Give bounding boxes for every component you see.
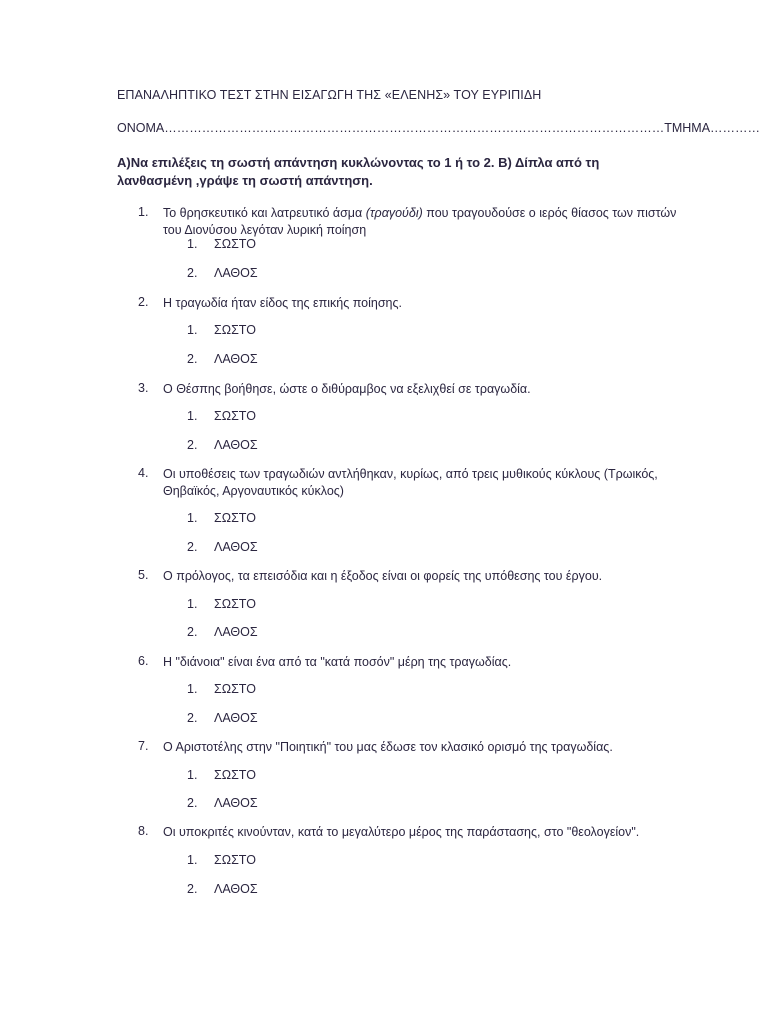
option-label: ΛΑΘΟΣ bbox=[214, 796, 258, 810]
question-text-part: που τραγουδούσε ο ιερός θίασος των πιστών του Διονύσου λεγόταν λυρική ποίηση bbox=[163, 206, 677, 237]
option-number: 2. bbox=[187, 882, 198, 896]
question-number: 7. bbox=[138, 739, 149, 753]
question-text bbox=[163, 205, 683, 239]
option-number: 1. bbox=[187, 237, 198, 251]
question-number: 8. bbox=[138, 824, 149, 838]
option-correct[interactable] bbox=[0, 237, 768, 253]
option-number: 1. bbox=[187, 511, 198, 525]
option-label: ΛΑΘΟΣ bbox=[214, 352, 258, 366]
option-number: 2. bbox=[187, 540, 198, 554]
question-number: 5. bbox=[138, 568, 149, 582]
option-wrong[interactable] bbox=[0, 438, 768, 454]
option-correct[interactable] bbox=[0, 682, 768, 698]
option-correct[interactable] bbox=[0, 853, 768, 869]
option-label: ΛΑΘΟΣ bbox=[214, 540, 258, 554]
option-number: 1. bbox=[187, 323, 198, 337]
option-label: ΣΩΣΤΟ bbox=[214, 237, 256, 251]
option-label: ΛΑΘΟΣ bbox=[214, 625, 258, 639]
option-label: ΛΑΘΟΣ bbox=[214, 882, 258, 896]
question-number: 4. bbox=[138, 466, 149, 480]
option-label: ΣΩΣΤΟ bbox=[214, 511, 256, 525]
question-text: Ο Θέσπης βοήθησε, ώστε ο διθύραμβος να εξελιχθεί σε τραγωδία. bbox=[163, 382, 531, 396]
option-correct[interactable] bbox=[0, 511, 768, 527]
question-number: 1. bbox=[138, 205, 149, 219]
option-label: ΛΑΘΟΣ bbox=[214, 266, 258, 280]
option-number: 1. bbox=[187, 682, 198, 696]
option-number: 2. bbox=[187, 438, 198, 452]
option-correct[interactable] bbox=[0, 323, 768, 339]
option-wrong[interactable] bbox=[0, 625, 768, 641]
instructions: Α)Να επιλέξεις τη σωστή απάντηση κυκλώνοντας το 1 ή το 2. Β) Δίπλα από τη λανθασμένη ,γράψε τη σωστή απάντηση. bbox=[117, 155, 600, 188]
option-number: 2. bbox=[187, 266, 198, 280]
option-number: 1. bbox=[187, 853, 198, 867]
question-text: Οι υποκριτές κινούνταν, κατά το μεγαλύτερο μέρος της παράστασης, στο "θεολογείον". bbox=[163, 825, 640, 839]
option-correct[interactable] bbox=[0, 597, 768, 613]
option-number: 2. bbox=[187, 625, 198, 639]
option-label: ΣΩΣΤΟ bbox=[214, 323, 256, 337]
option-label: ΛΑΘΟΣ bbox=[214, 438, 258, 452]
option-wrong[interactable] bbox=[0, 266, 768, 282]
question-number: 2. bbox=[138, 295, 149, 309]
question-text: Οι υποθέσεις των τραγωδιών αντλήθηκαν, κυρίως, από τρεις μυθικούς κύκλους (Τρωικός, Θηβαϊκός, Αργοναυτικός κύκλος) bbox=[163, 467, 658, 498]
option-label: ΣΩΣΤΟ bbox=[214, 853, 256, 867]
option-number: 1. bbox=[187, 409, 198, 423]
option-number: 1. bbox=[187, 768, 198, 782]
option-wrong[interactable] bbox=[0, 352, 768, 368]
option-number: 2. bbox=[187, 711, 198, 725]
question-text-italic: (τραγούδι) bbox=[365, 206, 423, 220]
option-wrong[interactable] bbox=[0, 796, 768, 812]
option-label: ΣΩΣΤΟ bbox=[214, 768, 256, 782]
question-text: Ο Αριστοτέλης στην "Ποιητική" του μας έδωσε τον κλασικό ορισμό της τραγωδίας. bbox=[163, 740, 613, 754]
question-text: Η "διάνοια" είναι ένα από τα "κατά ποσόν" μέρη της τραγωδίας. bbox=[163, 655, 512, 669]
question-text: Η τραγωδία ήταν είδος της επικής ποίησης. bbox=[163, 296, 402, 310]
option-label: ΛΑΘΟΣ bbox=[214, 711, 258, 725]
option-wrong[interactable] bbox=[0, 540, 768, 556]
question-number: 6. bbox=[138, 654, 149, 668]
option-wrong[interactable] bbox=[0, 882, 768, 898]
option-label: ΣΩΣΤΟ bbox=[214, 597, 256, 611]
option-label: ΣΩΣΤΟ bbox=[214, 682, 256, 696]
question-text: Ο πρόλογος, τα επεισόδια και η έξοδος είναι οι φορείς της υπόθεσης του έργου. bbox=[163, 569, 603, 583]
question-text-part: Το θρησκευτικό και λατρευτικό άσμα bbox=[163, 206, 366, 220]
option-label: ΣΩΣΤΟ bbox=[214, 409, 256, 423]
option-number: 1. bbox=[187, 597, 198, 611]
option-number: 2. bbox=[187, 352, 198, 366]
name-and-class-line: ΟΝΟΜΑ…………………………………………………………………………………………………………ΤΜΗΜΑ………… bbox=[117, 121, 761, 135]
option-correct[interactable] bbox=[0, 409, 768, 425]
page-title: ΕΠΑΝΑΛΗΠΤΙΚΟ ΤΕΣΤ ΣΤΗΝ ΕΙΣΑΓΩΓΗ ΤΗΣ «ΕΛΕΝΗΣ» ΤΟΥ ΕΥΡΙΠΙΔΗ bbox=[117, 88, 542, 102]
question-number: 3. bbox=[138, 381, 149, 395]
option-wrong[interactable] bbox=[0, 711, 768, 727]
option-number: 2. bbox=[187, 796, 198, 810]
option-correct[interactable] bbox=[0, 768, 768, 784]
